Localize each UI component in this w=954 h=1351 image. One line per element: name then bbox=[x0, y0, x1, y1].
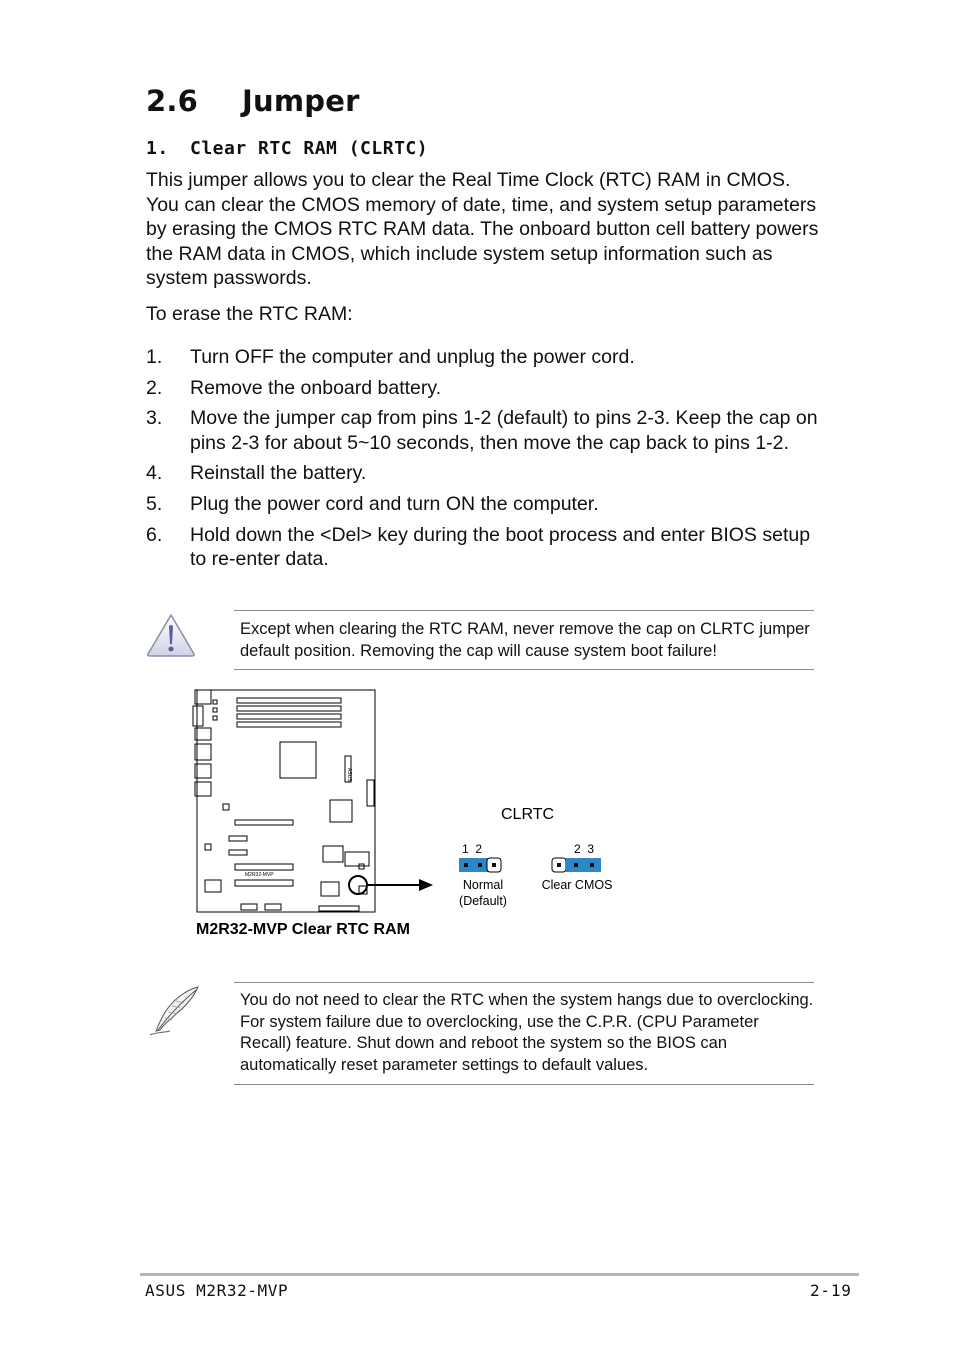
subsection-title-text: Clear RTC RAM (CLRTC) bbox=[190, 138, 429, 159]
step-number: 6. bbox=[146, 523, 163, 546]
jumper-cap-clear bbox=[566, 858, 601, 872]
footer-product-name: ASUS M2R32-MVP bbox=[145, 1281, 289, 1300]
page-number: 2-19 bbox=[810, 1281, 852, 1300]
step-number: 4. bbox=[146, 462, 163, 485]
list-item bbox=[146, 376, 826, 400]
section-number: 2.6 bbox=[146, 84, 198, 118]
erase-heading: To erase the RTC RAM: bbox=[146, 303, 353, 325]
list-item bbox=[146, 523, 826, 571]
pin-3 bbox=[590, 863, 594, 867]
steps-list bbox=[146, 345, 826, 578]
step-text: Reinstall the battery. bbox=[190, 462, 367, 485]
pin-2 bbox=[574, 863, 578, 867]
jumper-name: CLRTC bbox=[501, 806, 555, 823]
pin-1 bbox=[557, 863, 561, 867]
diagram-caption: M2R32-MVP Clear RTC RAM bbox=[196, 921, 410, 938]
list-item bbox=[146, 461, 826, 485]
step-text: Turn OFF the computer and unplug the power cord. bbox=[190, 346, 635, 368]
feather-pen-icon bbox=[146, 984, 204, 1038]
step-number: 1. bbox=[146, 346, 163, 368]
section-title-text: Jumper bbox=[242, 84, 360, 118]
normal-pin-numbers: 1 2 bbox=[462, 842, 483, 856]
pin-2 bbox=[478, 863, 482, 867]
normal-label: Normal bbox=[462, 878, 504, 892]
step-text: Hold down the <Del> key during the boot process and enter BIOS setup to re-enter data. bbox=[190, 523, 811, 570]
warning-text: Except when clearing the RTC RAM, never remove the cap on CLRTC jumper default position. Removing the cap will cause system boot failure! bbox=[240, 620, 810, 660]
arrow-head-icon bbox=[419, 879, 433, 891]
brand-logo-text: ASUS bbox=[346, 768, 352, 782]
list-item bbox=[146, 345, 826, 369]
board-label-small: M2R32-MVP bbox=[245, 872, 274, 878]
jumper-clear bbox=[552, 858, 601, 872]
step-text: Plug the power cord and turn ON the computer. bbox=[190, 493, 599, 516]
pin-3 bbox=[492, 863, 496, 867]
warning-box bbox=[234, 610, 814, 670]
list-item bbox=[146, 406, 826, 454]
pin-1 bbox=[464, 863, 468, 867]
warning-triangle-icon bbox=[145, 612, 197, 658]
subsection-title bbox=[146, 138, 428, 159]
note-box bbox=[234, 982, 814, 1085]
footer-divider bbox=[140, 1273, 859, 1276]
list-item bbox=[146, 492, 826, 516]
clrtc-diagram bbox=[185, 686, 645, 946]
clear-pin-numbers: 2 3 bbox=[574, 842, 595, 856]
note-text: You do not need to clear the RTC when the system hangs due to overclocking. For system failure due to overclocking, use the C.P.R. (CPU Parameter Recall) feature. Shut down and reboot the system so the BIOS can automatically reset parameter settings to default values. bbox=[240, 991, 814, 1074]
normal-sub-label: (Default) bbox=[459, 894, 507, 908]
step-number: 3. bbox=[146, 407, 163, 430]
step-number: 2. bbox=[146, 376, 163, 399]
jumper-cap-normal bbox=[459, 858, 488, 872]
step-number: 5. bbox=[146, 493, 163, 516]
subsection-number: 1. bbox=[146, 138, 169, 159]
step-text: Remove the onboard battery. bbox=[190, 376, 442, 399]
clear-label: Clear CMOS bbox=[541, 878, 613, 892]
motherboard-illustration bbox=[193, 690, 375, 912]
step-text: Move the jumper cap from pins 1-2 (default) to pins 2-3. Keep the cap on pins 2-3 for about 5~10 seconds, then move the cap back to pins 1-2. bbox=[190, 407, 818, 454]
section-title bbox=[146, 84, 360, 118]
intro-paragraph: This jumper allows you to clear the Real Time Clock (RTC) RAM in CMOS. You can clear the CMOS memory of date, time, and system setup parameters by erasing the CMOS RTC RAM data. The onboard button cell battery powers the RAM data in CMOS, which include system setup information such as system passwords. bbox=[146, 169, 819, 289]
jumper-normal bbox=[459, 858, 501, 872]
